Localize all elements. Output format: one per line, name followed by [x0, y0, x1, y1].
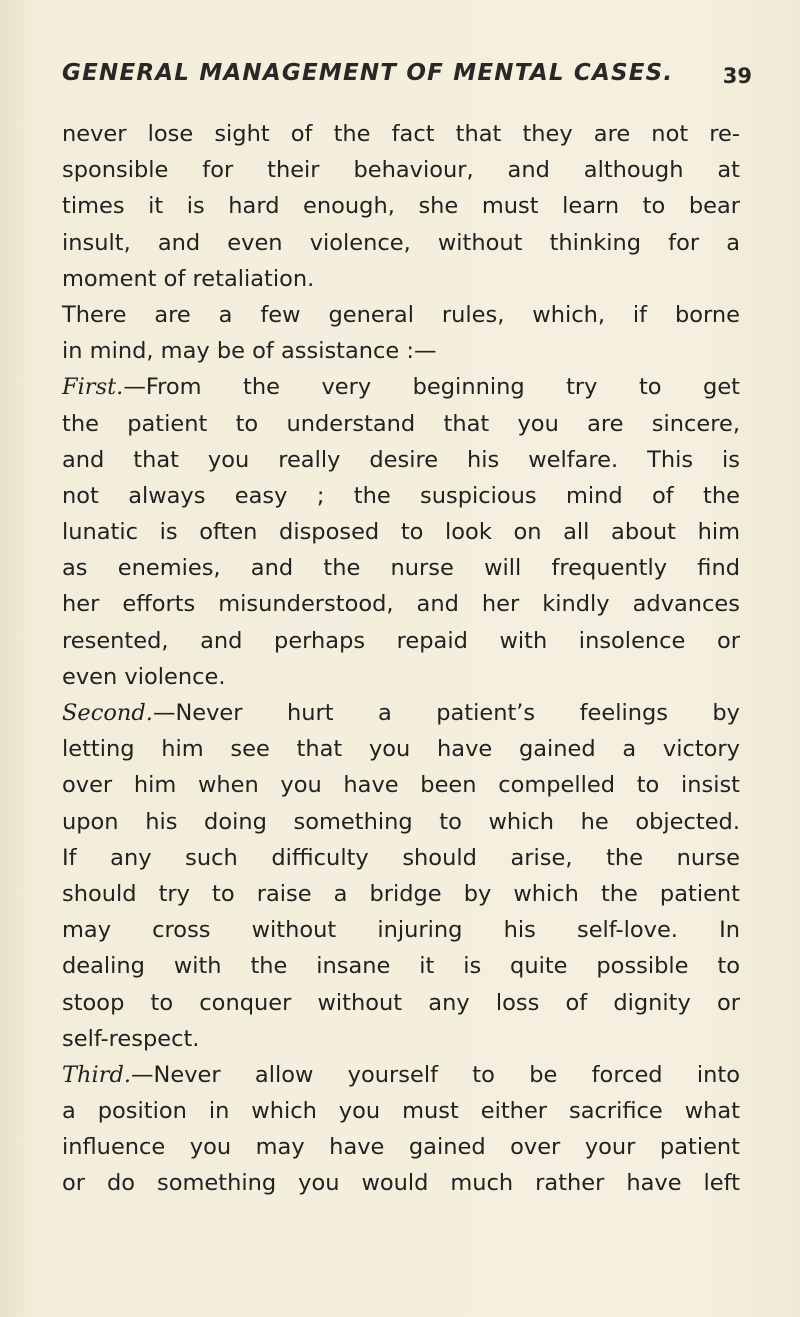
rule-third-line — [62, 1057, 740, 1093]
text-line: letting him see that you have gained a victory — [62, 736, 740, 763]
page-header — [62, 56, 752, 96]
text-line: upon his doing something to which he objected. — [62, 808, 740, 835]
text-line: There are a few general rules, which, if borne — [62, 301, 740, 328]
text-line: and that you really desire his welfare. This is — [62, 446, 740, 473]
text-line: sponsible for their behaviour, and although at — [62, 157, 740, 184]
text-line: not always easy ; the suspicious mind of the — [62, 482, 740, 509]
text-line: the patient to understand that you are sincere, — [62, 410, 740, 437]
text-line: over him when you have been compelled to insist — [62, 772, 740, 799]
text-line: even violence. — [62, 663, 226, 690]
text-line: or do something you would much rather have left — [62, 1170, 740, 1197]
rule-first-label: First. — [62, 374, 124, 401]
text-line: stoop to conquer without any loss of dignity or — [62, 989, 740, 1016]
rule-first-text: —From the very beginning try to get — [123, 374, 740, 401]
text-line: never lose sight of the fact that they are not re- — [62, 121, 740, 147]
text-line: self-respect. — [62, 1025, 200, 1052]
text-line: as enemies, and the nurse will frequently find — [62, 555, 740, 582]
rule-second-line — [62, 695, 740, 731]
text-line: If any such difficulty should arise, the nurse — [62, 844, 740, 871]
text-line: in mind, may be of assistance :— — [62, 338, 437, 365]
text-line: should try to raise a bridge by which the patient — [62, 880, 740, 907]
text-line: dealing with the insane it is quite possible to — [62, 953, 740, 980]
text-line: a position in which you must either sacrifice what — [62, 1098, 740, 1125]
text-line: resented, and perhaps repaid with insolence or — [62, 627, 740, 654]
text-line: lunatic is often disposed to look on all about him — [62, 519, 740, 546]
rule-second-text: —Never hurt a patient’s feelings by — [152, 700, 740, 726]
text-line: may cross without injuring his self-love. In — [62, 917, 740, 944]
running-title: GENERAL MANAGEMENT OF MENTAL CASES. — [62, 60, 674, 86]
text-line: influence you may have gained over your patient — [62, 1134, 740, 1161]
body-text — [62, 116, 740, 1202]
text-line: insult, and even violence, without thinking for a — [62, 229, 740, 256]
rule-second-label: Second. — [62, 700, 153, 726]
text-line: moment of retaliation. — [62, 265, 315, 292]
rule-first-line — [62, 369, 740, 405]
page-number: 39 — [722, 64, 752, 88]
text-line: her efforts misunderstood, and her kindly advances — [62, 591, 740, 618]
rule-third-label: Third. — [62, 1061, 132, 1088]
text-line: times it is hard enough, she must learn to bear — [62, 193, 740, 220]
rule-third-text: —Never allow yourself to be forced into — [131, 1061, 740, 1088]
